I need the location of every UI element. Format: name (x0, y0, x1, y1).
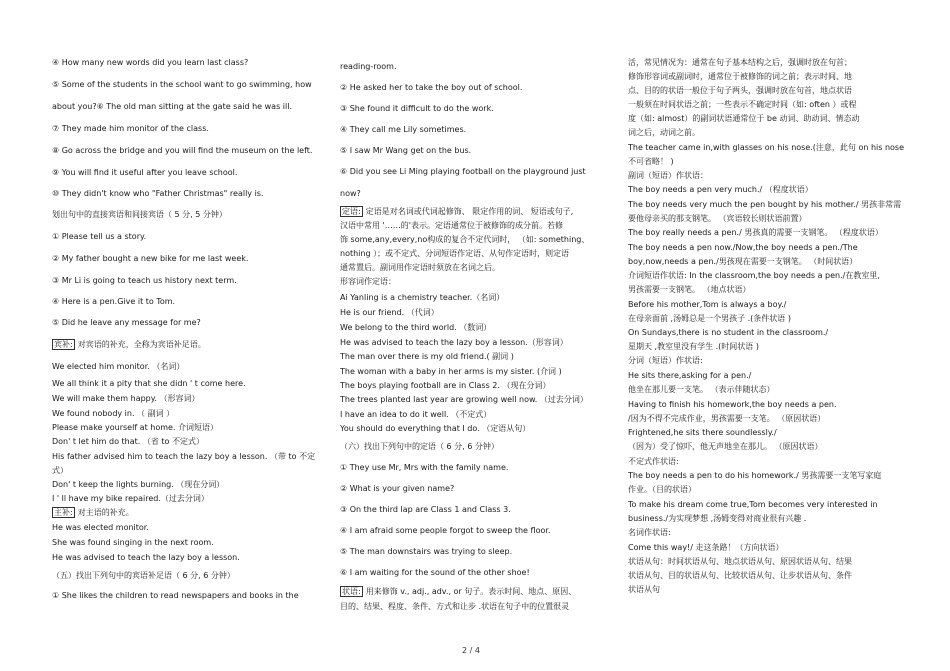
text-line: 男孩需要一支钢笔。 （地点状语） (628, 285, 751, 294)
text-line: 介词短语作状语: In the classroom,the boy needs a pen./在教室里, (628, 271, 880, 280)
text-line: I have an idea to do it well. （不定式） (340, 410, 492, 419)
text-line: 要他母亲买的那支钢笔。 （宾语较长则状语前置） (628, 214, 807, 223)
text-line: business./为实现梦想 ,汤姆变得对商业很有兴趣 . (628, 514, 807, 523)
text-line: 状语从句 (628, 585, 660, 594)
text-line: 式） (52, 466, 68, 475)
term-box: 状语: (342, 587, 361, 596)
text-line: 不可省略！ ) (628, 157, 674, 166)
text-line: ① They use Mr, Mrs with the family name. (340, 463, 509, 472)
text-line: ⑧ Go across the bridge and you will find the museum on the left. (52, 146, 313, 155)
text-line: ⑨ You will find it useful after you leave school. (52, 168, 238, 177)
text-line: We found nobody in. （ 副词 ） (52, 409, 175, 418)
text-line: 分词（短语）作状语: (628, 356, 703, 365)
text-line: You should do everything that I do. （定语从句） (340, 424, 531, 433)
text-line: ⑤ The man downstairs was trying to sleep. (340, 547, 513, 556)
text-line: 度（如: almost）的副词状语通常位于 be 动词、助动词、情态动 (628, 114, 860, 123)
text-line: 修饰形容词或副词时，通常位于被修饰的词之前；表示时间、地 (628, 72, 852, 81)
text-line: He was advised to teach the lazy boy a lesson. (52, 553, 240, 562)
text-line: 状语从句：时间状语从句、地点状语从句、原因状语从句、结果 (628, 557, 852, 566)
text-line: I ' ll have my bike repaired.（过去分词） (52, 494, 209, 503)
text-line: We elected him monitor. （名词） (52, 362, 185, 371)
text-line: ⑤ I saw Mr Wang get on the bus. (340, 146, 472, 155)
term-box: 宾补: (54, 340, 73, 349)
text-line: 饰 some,any,every,no构成的复合不定代词时， （如: something、 (340, 235, 590, 244)
text-line: ① She likes the children to read newspapers and books in the (52, 591, 299, 600)
text-line: now? (340, 189, 361, 198)
definition-line: 宾补: 对宾语的补充，全称为宾语补足语。 (54, 340, 206, 349)
text-line: ④ Here is a pen.Give it to Tom. (52, 297, 176, 306)
text-line: His father advised him to teach the lazy boy a lesson. （带 to 不定 (52, 452, 316, 461)
term-box: 定语: (342, 207, 361, 216)
text-line: Having to finish his homework,the boy needs a pen. (628, 400, 837, 409)
text-line: 词之后，动词之前。 (628, 128, 700, 137)
text-line: ⑤ Did he leave any message for me? (52, 318, 201, 327)
text-line: The boy needs very much the pen bought by his mother./ 男孩非常需 (628, 200, 902, 209)
definition-line: 状语: 用来修饰 v., adj., adv., or 句子。表示时间、地点、原因、 (342, 587, 577, 596)
text-line: He was elected monitor. (52, 523, 149, 532)
text-line: 他坐在那儿要一支笔。 （表示伴随状态） (628, 385, 775, 394)
text-line: The boy really needs a pen./ 男孩真的需要一支钢笔。 （程度状语） (628, 228, 883, 237)
text-line: Don' t let him do that. （省 to 不定式） (52, 437, 204, 446)
text-line: ⑤ Some of the students in the school want to go swimming, how (52, 80, 312, 89)
text-line: Frightened,he sits there soundlessly./ (628, 428, 777, 437)
text-line: ③ Mr Li is going to teach us history next term. (52, 276, 237, 285)
text-line: /因为不得不完成作业，男孩需要一支笔。 （原因状语） (628, 414, 826, 423)
text-line: Come this way!/ 走这条路！（方向状语） (628, 543, 784, 552)
text-line: 形容词作定语： (340, 277, 396, 286)
text-line: The boy needs a pen very much./ （程度状语） (628, 185, 813, 194)
text-line: ③ She found it difficult to do the work. (340, 104, 494, 113)
text-line: ② My father bought a new bike for me last week. (52, 254, 249, 263)
text-line: 通常置后。副词用作定语时须放在名词之后。 (340, 263, 500, 272)
text-line: ⑥ Did you see Li Ming playing football on the playground just (340, 167, 586, 176)
text-line: nothing ）；或不定式、分词短语作定语、从句作定语时，则定语 (340, 249, 570, 258)
text-line: Don' t keep the lights burning. （现在分词） (52, 480, 225, 489)
text-line: The woman with a baby in her arms is my sister. (介词 ) (340, 367, 562, 376)
text-line: boy,now,needs a pen./男孩现在需要一支钢笔。 （时间状语） (628, 257, 858, 266)
text-line: 活，常见情况为：通常在句子基本结构之后，强调时放在句首； (628, 58, 852, 67)
section-heading: （五）找出下列句中的宾语补足语（ 6 分, 6 分钟） (52, 571, 235, 580)
text-line: The boys playing football are in Class 2. （现在分词） (340, 381, 551, 390)
text-line: 在母亲面前 ,汤姆总是一个男孩子 .(条件状语 ) (628, 314, 791, 323)
text-line: 星期天 ,教室里没有学生 .(时间状语 ) (628, 342, 759, 351)
text-line: On Sundays,there is no student in the classroom./ (628, 328, 829, 337)
page-number: 2 / 4 (462, 646, 480, 655)
term-box: 主补: (54, 508, 73, 517)
text-line: ④ I am afraid some people forgot to sweep the floor. (340, 526, 551, 535)
text-line: 作业。（目的状语） (628, 485, 696, 494)
text-line: reading-room. (340, 62, 397, 71)
text-line: 副词（短语）作状语： (628, 171, 708, 180)
text-line: （因为）受了惊吓，他无声地坐在那儿。 （原因状语） (628, 442, 823, 451)
text-line: Please make yourself at home. 介词短语） (52, 423, 219, 432)
definition-line: 定语: 定语是对名词或代词起修饰、 限定作用的词、 短语或句子, (342, 207, 574, 216)
text-line: 汉语中常用 '……的'表示。定语通常位于被修饰的成分前。若修 (340, 221, 563, 230)
text-line: She was found singing in the next room. (52, 538, 214, 547)
text-line: ① Please tell us a story. (52, 232, 147, 241)
text-line: 状语从句、目的状语从句、比较状语从句、让步状语从句、条件 (628, 571, 852, 580)
text-line: The teacher came in,with glasses on his nose.(注意，此句 on his nose (628, 143, 905, 152)
text-line: ⑦ They made him monitor of the class. (52, 124, 209, 133)
section-heading: （六）找出下列句中的定语（ 6 分, 6 分钟） (340, 442, 499, 451)
text-line: He is our friend. （代词） (340, 308, 439, 317)
text-line: The man over there is my old friend.( 副词 ) (340, 352, 514, 361)
text-line: We all think it a pity that she didn ' t come here. (52, 379, 246, 388)
text-line: about you?⑥ The old man sitting at the gate said he was ill. (52, 102, 292, 111)
text-line: ⑥ I am waiting for the sound of the other shoe! (340, 568, 530, 577)
text-line: Before his mother,Tom is always a boy./ (628, 300, 787, 309)
text-line: We belong to the third world. （数词） (340, 323, 492, 332)
text-line: To make his dream come true,Tom becomes very interested in (628, 500, 878, 509)
text-line: He sits there,asking for a pen./ (628, 371, 752, 380)
text-line: 点、目的的状语一般位于句子两头，强调时放在句首，地点状语 (628, 86, 852, 95)
text-line: The boy needs a pen now./Now,the boy needs a pen./The (628, 243, 858, 252)
definition-line: 主补: 对主语的补充。 (54, 508, 134, 517)
text-line: 不定式作状语: (628, 457, 679, 466)
section-heading: 划出句中的直接宾语和间接宾语（ 5 分, 5 分钟） (52, 210, 227, 219)
text-line: ④ They call me Lily sometimes. (340, 125, 467, 134)
text-line: 一般须在时间状语之前；一些表示不确定时间（如: often ）或程 (628, 100, 857, 109)
text-line: ④ How many new words did you learn last class? (52, 58, 249, 67)
text-line: We will make them happy. （形容词） (52, 394, 200, 403)
text-line: The trees planted last year are growing well now. （过去分词） (340, 395, 588, 404)
text-line: ② What is your given name? (340, 484, 455, 493)
text-line: ⑩ They didn't know who "Father Christmas" really is. (52, 189, 264, 198)
text-line: ② He asked her to take the boy out of school. (340, 83, 523, 92)
text-line: The boy needs a pen to do his homework./ 男孩需要一支笔写家庭 (628, 471, 882, 480)
text-line: 名词作状语: (628, 528, 671, 537)
text-line: ③ On the third lap are Class 1 and Class 3. (340, 505, 511, 514)
text-line: He was advised to teach the lazy boy a lesson.（形容词） (340, 338, 568, 347)
text-line: Ai Yanling is a chemistry teacher.（名词） (340, 293, 505, 302)
text-line: 目的、结果、程度、条件、方式和让步 .状语在句子中的位置很灵 (340, 602, 570, 611)
